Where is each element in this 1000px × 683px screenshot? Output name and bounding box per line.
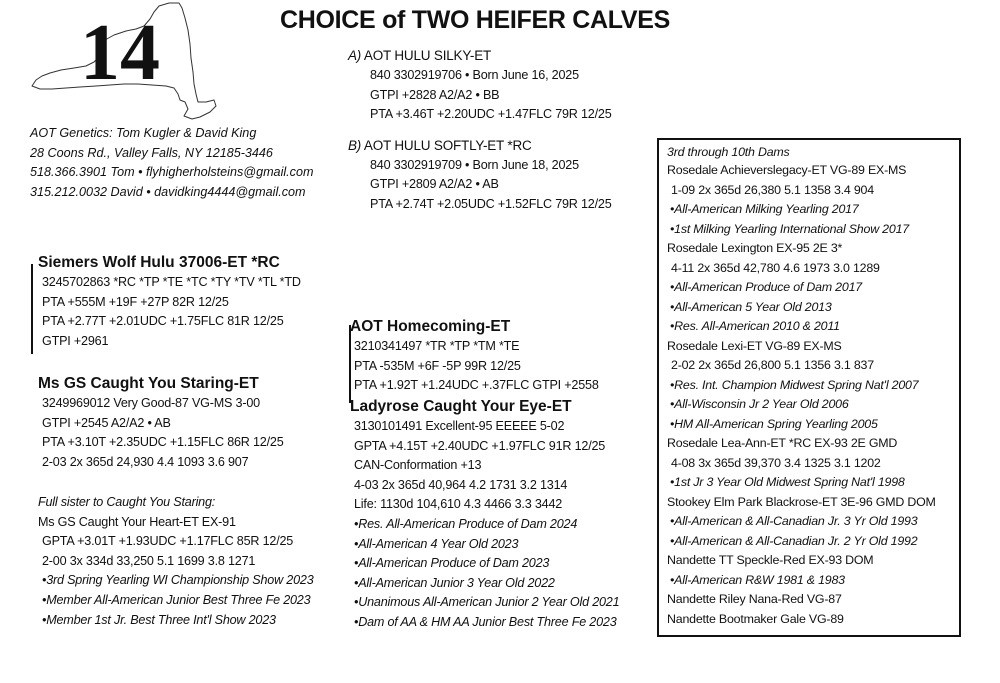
dam-ancestor-record: 1-09 2x 365d 26,380 5.1 1358 3.4 904 — [671, 182, 874, 197]
granddam-line: GPTA +4.15T +2.40UDC +1.97FLC 91R 12/25 — [354, 438, 606, 453]
granddam-block — [350, 397, 619, 633]
dam-line: 2-03 2x 365d 24,930 4.4 1093 3.6 907 — [42, 454, 249, 469]
sire-line: GTPI +2961 — [42, 333, 109, 348]
dam-ancestor-honor: •HM All-American Spring Yearling 2005 — [670, 416, 878, 431]
calf-a-line: 840 3302919706 • Born June 16, 2025 — [370, 68, 579, 82]
mgs-details — [350, 337, 599, 396]
calf-b-name: AOT HULU SOFTLY-ET *RC — [363, 137, 532, 153]
dam-ancestor-name: Nandette Bootmaker Gale VG-89 — [667, 611, 844, 626]
calf-b-letter: B) — [348, 137, 362, 153]
dam-ancestor-name: Rosedale Lexi-ET VG-89 EX-MS — [667, 338, 842, 353]
dams-box-heading: 3rd through 10th Dams — [667, 145, 790, 159]
dam-ancestor-name: Rosedale Lea-Ann-ET *RC EX-93 2E GMD — [667, 436, 898, 450]
sire-divider — [31, 264, 33, 354]
dam-block — [38, 374, 284, 472]
granddam-honor: •All-American Produce of Dam 2023 — [354, 556, 550, 571]
full-sister-name: Ms GS Caught Your Heart-ET EX-91 — [38, 514, 236, 529]
granddam-details — [350, 417, 619, 633]
granddam-honor: •Res. All-American Produce of Dam 2024 — [354, 516, 578, 531]
calf-b-header — [348, 136, 612, 156]
mgs-block — [350, 317, 599, 396]
sire-line: 3245702863 *RC *TP *TE *TC *TY *TV *TL *TD — [42, 275, 301, 289]
calf-b-line: PTA +2.74T +2.05UDC +1.52FLC 79R 12/25 — [370, 196, 612, 211]
granddam-honor: •All-American 4 Year Old 2023 — [354, 536, 519, 551]
sire-block — [38, 253, 301, 351]
mgs-line: PTA -535M +6F -5P 99R 12/25 — [354, 358, 521, 373]
dam-ancestor-honor: •All-American & All-Canadian Jr. 3 Yr Old 1993 — [670, 514, 918, 528]
dam-name: Ms GS Caught You Staring-ET — [38, 375, 259, 392]
calf-b-line: 840 3302919709 • Born June 18, 2025 — [370, 157, 579, 172]
contact-line: AOT Genetics: Tom Kugler & David King — [30, 126, 257, 140]
granddam-line: Life: 1130d 104,610 4.3 4466 3.3 3442 — [354, 497, 563, 512]
granddam-name: Ladyrose Caught Your Eye-ET — [350, 398, 572, 415]
dam-ancestor-honor: •1st Milking Yearling International Show 2017 — [670, 221, 909, 236]
dam-ancestor-record: 4-08 3x 365d 39,370 3.4 1325 3.1 1202 — [671, 455, 881, 470]
calf-b-line: GTPI +2809 A2/A2 • AB — [370, 177, 499, 192]
granddam-honor: •Unanimous All-American Junior 2 Year Old 2021 — [354, 595, 620, 610]
full-sister-honor: •3rd Spring Yearling WI Championship Show 2023 — [42, 573, 314, 588]
dam-ancestor-record: 4-11 2x 365d 42,780 4.6 1973 3.0 1289 — [671, 260, 880, 275]
calf-a-header — [348, 46, 612, 66]
dam-details — [38, 394, 284, 472]
contact-block — [30, 124, 313, 202]
granddam-line: CAN-Conformation +13 — [354, 458, 482, 473]
sire-line: PTA +555M +19F +27P 82R 12/25 — [42, 294, 229, 309]
dam-ancestor-honor: •1st Jr 3 Year Old Midwest Spring Nat'l 1998 — [670, 475, 905, 489]
dam-ancestor-honor: •All-Wisconsin Jr 2 Year Old 2006 — [670, 397, 849, 411]
mgs-line: 3210341497 *TR *TP *TM *TE — [354, 339, 520, 353]
dam-ancestor-record: 2-02 2x 365d 26,800 5.1 1356 3.1 837 — [671, 358, 874, 372]
contact-line: 315.212.0032 David • davidking4444@gmail.com — [30, 184, 306, 199]
sire-name: Siemers Wolf Hulu 37006-ET *RC — [38, 254, 280, 271]
full-sister-block — [38, 493, 314, 630]
sire-line: PTA +2.77T +2.01UDC +1.75FLC 81R 12/25 — [42, 314, 284, 329]
dam-ancestor-name: Rosedale Lexington EX-95 2E 3* — [667, 241, 843, 255]
full-sister-honor: •Member 1st Jr. Best Three Int'l Show 2023 — [42, 612, 276, 627]
dam-ancestor-name: Rosedale Achieverslegacy-ET VG-89 EX-MS — [667, 163, 907, 177]
dam-line: PTA +3.10T +2.35UDC +1.15FLC 86R 12/25 — [42, 435, 284, 450]
granddam-honor: •All-American Junior 3 Year Old 2022 — [354, 575, 555, 590]
calf-a-letter: A) — [348, 48, 362, 63]
calf-choices — [348, 46, 612, 215]
dam-line: GTPI +2545 A2/A2 • AB — [42, 415, 171, 430]
dam-ancestor-honor: •Res. Int. Champion Midwest Spring Nat'l 2007 — [670, 377, 919, 392]
contact-line: 28 Coons Rd., Valley Falls, NY 12185-3446 — [30, 145, 273, 160]
dam-ancestor-name: Stookey Elm Park Blackrose-ET 3E-96 GMD DOM — [667, 494, 936, 509]
granddam-line: 3130101491 Excellent-95 EEEEE 5-02 — [354, 419, 565, 433]
full-sister-details — [38, 532, 314, 630]
dam-ancestor-honor: •All-American R&W 1981 & 1983 — [670, 572, 845, 587]
dam-ancestor-honor: •All-American & All-Canadian Jr. 2 Yr Old 1992 — [670, 533, 918, 548]
dam-ancestor-honor: •All-American 5 Year Old 2013 — [670, 299, 832, 314]
dam-ancestor-honor: •All-American Produce of Dam 2017 — [670, 280, 862, 294]
calf-a-line: GTPI +2828 A2/A2 • BB — [370, 87, 500, 102]
full-sister-note: Full sister to Caught You Staring: — [38, 495, 216, 509]
sire-details — [38, 273, 301, 351]
mgs-line: PTA +1.92T +1.24UDC +.37FLC GTPI +2558 — [354, 378, 599, 393]
dams-box-lines — [659, 161, 959, 629]
dam-line: 3249969012 Very Good-87 VG-MS 3-00 — [42, 396, 260, 410]
full-sister-line: GPTA +3.01T +1.93UDC +1.17FLC 85R 12/25 — [42, 534, 294, 549]
calf-a-details — [348, 66, 612, 125]
granddam-honor: •Dam of AA & HM AA Junior Best Three Fe 2023 — [354, 614, 617, 629]
full-sister-line: 2-00 3x 334d 33,250 5.1 1699 3.8 1271 — [42, 553, 256, 568]
dam-ancestor-name: Nandette Riley Nana-Red VG-87 — [667, 592, 842, 606]
page-title: CHOICE of TWO HEIFER CALVES — [280, 6, 671, 34]
full-sister-honor: •Member All-American Junior Best Three Fe 2023 — [42, 592, 311, 607]
contact-line: 518.366.3901 Tom • flyhigherholsteins@gmail.com — [30, 165, 314, 180]
granddam-line: 4-03 2x 365d 40,964 4.2 1731 3.2 1314 — [354, 477, 568, 492]
dam-ancestor-name: Nandette TT Speckle-Red EX-93 DOM — [667, 553, 874, 567]
dam-ancestor-honor: •All-American Milking Yearling 2017 — [670, 202, 859, 216]
dams-box — [657, 138, 961, 637]
calf-a-line: PTA +3.46T +2.20UDC +1.47FLC 79R 12/25 — [370, 107, 612, 122]
dam-ancestor-honor: •Res. All-American 2010 & 2011 — [670, 319, 840, 333]
lot-number: 14 — [80, 9, 160, 97]
calf-b-details — [348, 156, 612, 215]
calf-a-name: AOT HULU SILKY-ET — [363, 48, 492, 63]
mgs-name: AOT Homecoming-ET — [350, 318, 511, 335]
